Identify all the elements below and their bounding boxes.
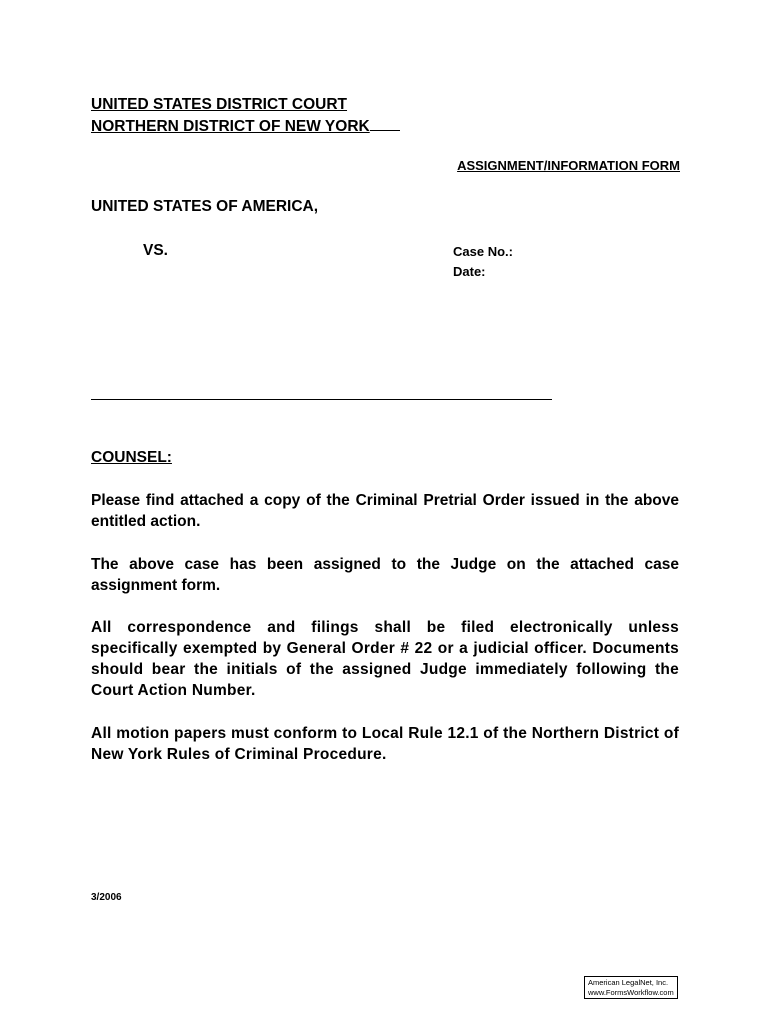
court-name-line2: NORTHERN DISTRICT OF NEW YORK [91,118,370,135]
publisher-stamp-line2: www.FormsWorkflow.com [588,987,674,997]
court-name-line1: UNITED STATES DISTRICT COURT [91,96,348,113]
counsel-heading: COUNSEL: [91,449,172,466]
court-district-line [91,115,400,137]
paragraph-pretrial-order: Please find attached a copy of the Criminal Pretrial Order issued in the above entitled action. [91,492,679,530]
publisher-stamp-line1: American LegalNet, Inc. [588,978,669,987]
publisher-stamp [584,976,678,999]
revision-date: 3/2006 [91,892,122,903]
paragraph-judge-assignment: The above case has been assigned to the Judge on the attached case assignment form. [91,556,679,594]
defendant-name-line [91,399,552,400]
paragraph-electronic-filing: All correspondence and filings shall be filed electronically unless specifically exempted by General Order # 22 or a judicial officer. Documents should bear the initials of the assigned Judge immediately following the Court Action Number. [91,619,679,699]
date-label: Date: [453,264,486,279]
form-title: ASSIGNMENT/INFORMATION FORM [457,158,680,173]
paragraph-motion-papers: All motion papers must conform to Local Rule 12.1 of the Northern District of New York Rules of Criminal Procedure. [91,725,679,763]
court-line-underline-extension [370,115,400,131]
versus-label: VS. [143,242,168,259]
case-number-label: Case No.: [453,244,513,259]
plaintiff-name: UNITED STATES OF AMERICA, [91,198,319,215]
